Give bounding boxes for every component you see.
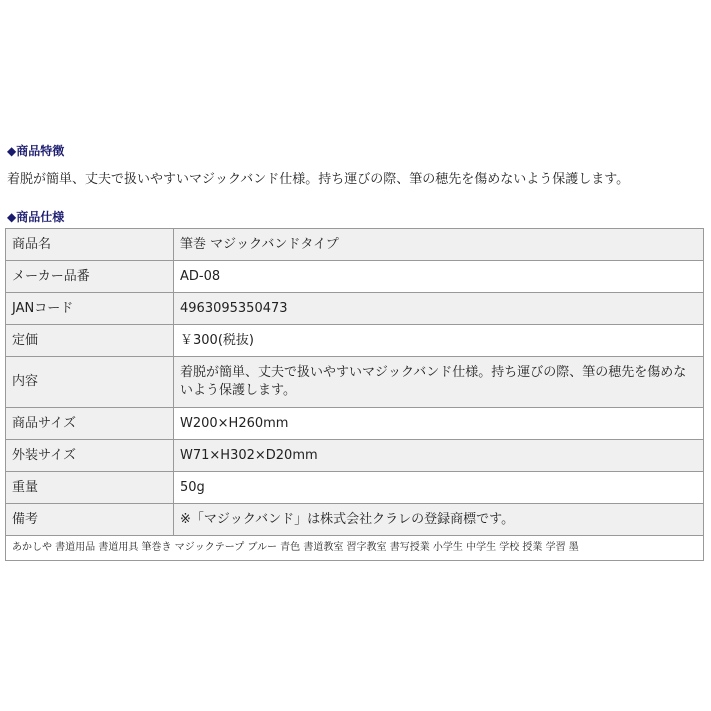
spec-row-jan-code	[6, 293, 704, 325]
spec-value: W200×H260mm	[174, 408, 704, 440]
spec-label: JANコード	[6, 293, 174, 325]
spec-value: AD-08	[174, 261, 704, 293]
spec-value: ※「マジックバンド」は株式会社クラレの登録商標です。	[174, 504, 704, 536]
spec-value: 4963095350473	[174, 293, 704, 325]
spec-row-package-size	[6, 440, 704, 472]
keywords-text: あかしや 書道用品 書道用具 筆巻き マジックテープ ブルー 青色 書道教室 習字教室 書写授業 小学生 中学生 学校 授業 学習 墨	[6, 536, 704, 561]
spec-value: 50g	[174, 472, 704, 504]
spec-value: 筆巻 マジックバンドタイプ	[174, 229, 704, 261]
spec-row-maker-code	[6, 261, 704, 293]
features-heading: ◆商品特徴	[7, 144, 65, 158]
spec-value: 着脱が簡単、丈夫で扱いやすいマジックバンド仕様。持ち運びの際、筆の穂先を傷めないよう保護します。	[174, 357, 704, 408]
spec-label: 重量	[6, 472, 174, 504]
spec-row-weight	[6, 472, 704, 504]
specs-heading: ◆商品仕様	[7, 210, 65, 224]
spec-table	[5, 228, 704, 561]
spec-label: メーカー品番	[6, 261, 174, 293]
spec-row-product-size	[6, 408, 704, 440]
spec-row-keywords	[6, 536, 704, 561]
features-text: 着脱が簡単、丈夫で扱いやすいマジックバンド仕様。持ち運びの際、筆の穂先を傷めないよう保護します。	[7, 172, 630, 187]
spec-row-notes	[6, 504, 704, 536]
spec-label: 外装サイズ	[6, 440, 174, 472]
spec-label: 内容	[6, 357, 174, 408]
spec-row-contents	[6, 357, 704, 408]
spec-row-price	[6, 325, 704, 357]
spec-label: 定価	[6, 325, 174, 357]
spec-row-product-name	[6, 229, 704, 261]
spec-label: 商品サイズ	[6, 408, 174, 440]
spec-value: ￥300(税抜)	[174, 325, 704, 357]
spec-label: 備考	[6, 504, 174, 536]
spec-value: W71×H302×D20mm	[174, 440, 704, 472]
spec-label: 商品名	[6, 229, 174, 261]
